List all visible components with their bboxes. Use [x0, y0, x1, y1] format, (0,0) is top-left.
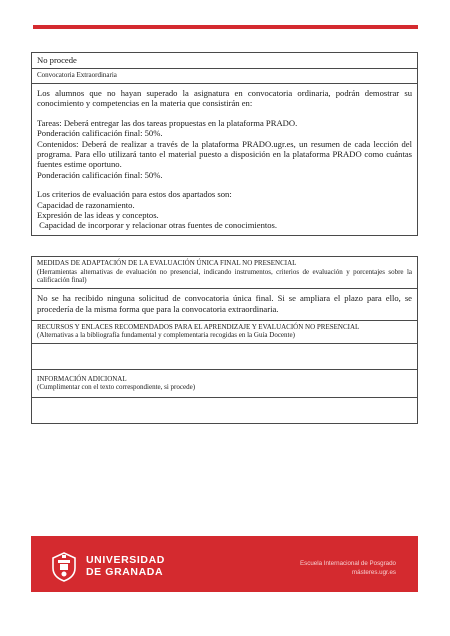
info-subtitle: (Cumplimentar con el texto correspondiente, si procede) [37, 383, 196, 391]
recursos-header-cell [32, 320, 418, 343]
medidas-subtitle: (Herramientas alternativas de evaluación no presencial, indicando instrumentos, criterios de evaluación y porcentajes sobre la calificación final) [37, 267, 412, 284]
medidas-header-cell [32, 257, 418, 289]
intro-paragraph: Los alumnos que no hayan superado la asignatura en convocatoria ordinaria, podrán demostrar su conocimiento y competencias en la materia que consistirán en: [37, 87, 412, 109]
footer-banner [31, 536, 418, 592]
convocatoria-header-cell [32, 69, 418, 84]
school-info [300, 559, 396, 577]
university-crest-icon [51, 552, 77, 582]
university-name-line2: DE GRANADA [86, 565, 164, 578]
adaptation-table [31, 256, 418, 424]
contenidos-paragraph: Contenidos: Deberá de realizar a través de la plataforma PRADO.ugr.es, un resumen de cada lección del programa. Para ello utilizará tanto el material puesto a disposición en la plataforma PRADO como cuántas fuentes estime oportuno. [37, 138, 412, 170]
recursos-body-cell [32, 343, 418, 369]
medidas-title: MEDIDAS DE ADAPTACIÓN DE LA EVALUACIÓN ÚNICA FINAL NO PRESENCIAL [37, 259, 297, 267]
university-name-line1: UNIVERSIDAD [86, 554, 165, 566]
criterios-intro: Los criterios de evaluación para estos dos apartados son: [37, 189, 232, 200]
criterio-razonamiento: Capacidad de razonamiento. [37, 199, 135, 210]
criterio-expresion: Expresión de las ideas y conceptos. [37, 209, 159, 220]
convocatoria-body-cell [32, 83, 418, 235]
school-url: másteres.ugr.es [351, 569, 396, 576]
no-procede-cell [32, 53, 418, 69]
convocatoria-title: Convocatoria Extraordinaria [37, 71, 117, 80]
recursos-subtitle: (Alternativas a la bibliografía fundamental y complementaria recogidas en la Guía Docente) [37, 331, 295, 339]
ponderacion-contenidos: Ponderación calificación final: 50%. [37, 169, 163, 180]
info-title: INFORMACIÓN ADICIONAL [37, 374, 127, 383]
university-name [86, 555, 165, 578]
no-procede-text: No procede [37, 55, 77, 65]
ponderacion-tareas: Ponderación calificación final: 50%. [37, 128, 163, 139]
tareas-line: Tareas: Deberá entregar las dos tareas propuestas en la plataforma PRADO. [37, 117, 298, 128]
header-red-rule [33, 25, 418, 29]
criterio-fuentes: Capacidad de incorporar y relacionar otras fuentes de conocimientos. [37, 220, 278, 231]
info-header-cell [32, 369, 418, 397]
recursos-title: RECURSOS Y ENLACES RECOMENDADOS PARA EL APRENDIZAJE Y EVALUACIÓN NO PRESENCIAL [37, 322, 360, 331]
school-name: Escuela Internacional de Posgrado [300, 560, 396, 567]
medidas-body: No se ha recibido ninguna solicitud de convocatoria única final. Si se ampliara el plazo para ello, se procedería de la misma forma que para la convocatoria extraordinaria. [37, 292, 412, 314]
info-body-cell [32, 397, 418, 423]
medidas-body-cell [32, 288, 418, 320]
evaluation-table [31, 52, 418, 236]
